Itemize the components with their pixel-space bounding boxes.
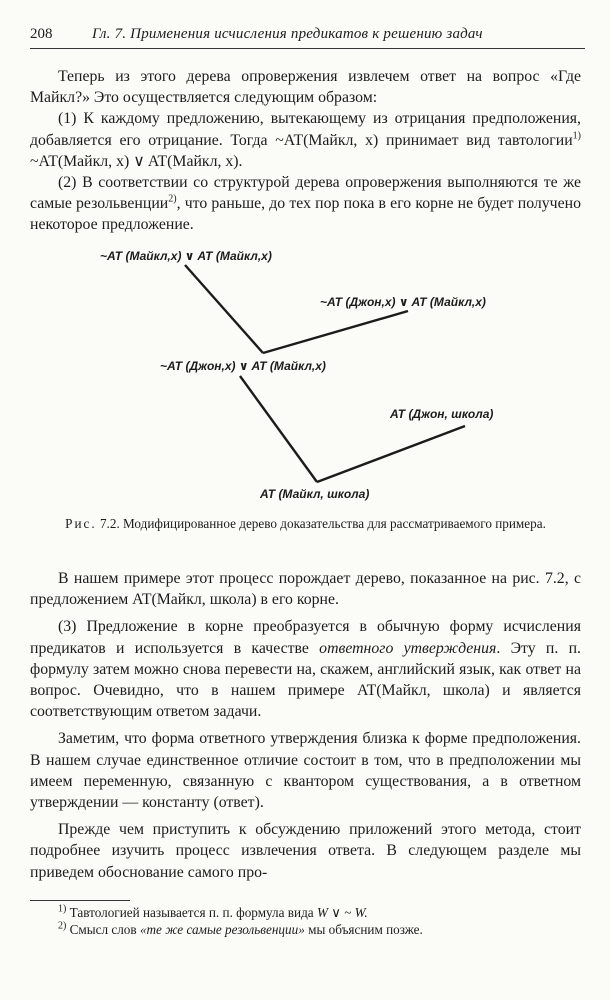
footnote-1: $^{1)}$ Тавтологией называется п. п. формула вида W ∨ ~ W. bbox=[58, 903, 368, 920]
proof-tree-diagram bbox=[70, 238, 550, 513]
paragraph-step-3: (3) Предложение в корне преобразуется в обычную форму исчисления предикатов и используется в качестве ответного утверждения. Эту п. п. формулу затем можно снова перевести на, скажем, английский язык, как ответ на вопрос. Очевидно, что в нашем примере AT(Майкл, школа) и является соответствующим ответом задачи. bbox=[30, 618, 581, 721]
tree-edge-right1-to-mid bbox=[263, 311, 408, 353]
body-text-bottom bbox=[30, 568, 581, 883]
figure-caption bbox=[30, 515, 581, 532]
body-text-top bbox=[30, 66, 581, 236]
paragraph-step-1: (1) К каждому предложению, вытекающему из отрицания предположения, добавляется его отрицание. Тогда ~AT(Майкл, x) принимает вид тавтологии$^{1)}$ ~AT(Майкл, x) ∨ AT(Майкл, x). bbox=[30, 110, 581, 170]
tree-node-top: ~AT (Майкл,x) ∨ AT (Майкл,x) bbox=[100, 249, 272, 263]
footnotes bbox=[30, 904, 581, 938]
footnote-divider bbox=[30, 900, 130, 901]
figure-caption-text: Модифицированное дерево доказательства для рассматриваемого примера. bbox=[123, 516, 546, 531]
running-header bbox=[30, 26, 585, 49]
tree-node-root: AT (Майкл, школа) bbox=[260, 487, 370, 501]
running-title: Гл. 7. Применения исчисления предикатов к решению задач bbox=[92, 26, 483, 42]
tree-edge-top-to-mid bbox=[185, 265, 263, 353]
paragraph-intro: Теперь из этого дерева опровержения извлечем ответ на вопрос «Где Майкл?» Это осуществляется следующим образом: bbox=[30, 68, 581, 107]
footnote-ref-2: 2) bbox=[168, 193, 177, 205]
figure-number: 7.2. bbox=[99, 516, 120, 531]
paragraph-result: В нашем примере этот процесс порождает дерево, показанное на рис. 7.2, с предложением AT(Майкл, школа) в его корне. bbox=[30, 570, 581, 609]
tree-node-right1: ~AT (Джон,x) ∨ AT (Майкл,x) bbox=[320, 295, 486, 309]
emphasis-answer-statement: ответного утверждения bbox=[319, 639, 497, 657]
tree-edge-right2-to-root bbox=[317, 426, 465, 482]
tree-node-mid: ~AT (Джон,x) ∨ AT (Майкл,x) bbox=[160, 359, 326, 373]
paragraph-transition: Прежде чем приступить к обсуждению приложений этого метода, стоит подробнее изучить процесс извлечения ответа. В следующем разделе мы приведем обоснование самого про- bbox=[30, 821, 581, 881]
tree-node-right2: AT (Джон, школа) bbox=[390, 407, 494, 421]
page-number: 208 bbox=[30, 26, 53, 42]
footnote-ref-1: 1) bbox=[572, 130, 581, 142]
tree-edge-mid-to-root bbox=[240, 376, 317, 482]
paragraph-step-2: (2) В соответствии со структурой дерева опровержения выполняются те же самые резольвенции$^{2)}$, что раньше, до тех пор пока в его корне не будет получено некоторое предложение. bbox=[30, 174, 581, 234]
paragraph-remark: Заметим, что форма ответного утверждения близка к форме предположения. В нашем случае единственное отличие состоит в том, что в предположении мы имеем переменную, связанную с квантором существования, а в ответном утверждении — константу (ответ). bbox=[30, 730, 581, 812]
figure-label: Рис. bbox=[65, 516, 97, 531]
footnote-2: $^{2)}$ Смысл слов «те же самые резольвенции» мы объясним позже. bbox=[58, 920, 423, 937]
